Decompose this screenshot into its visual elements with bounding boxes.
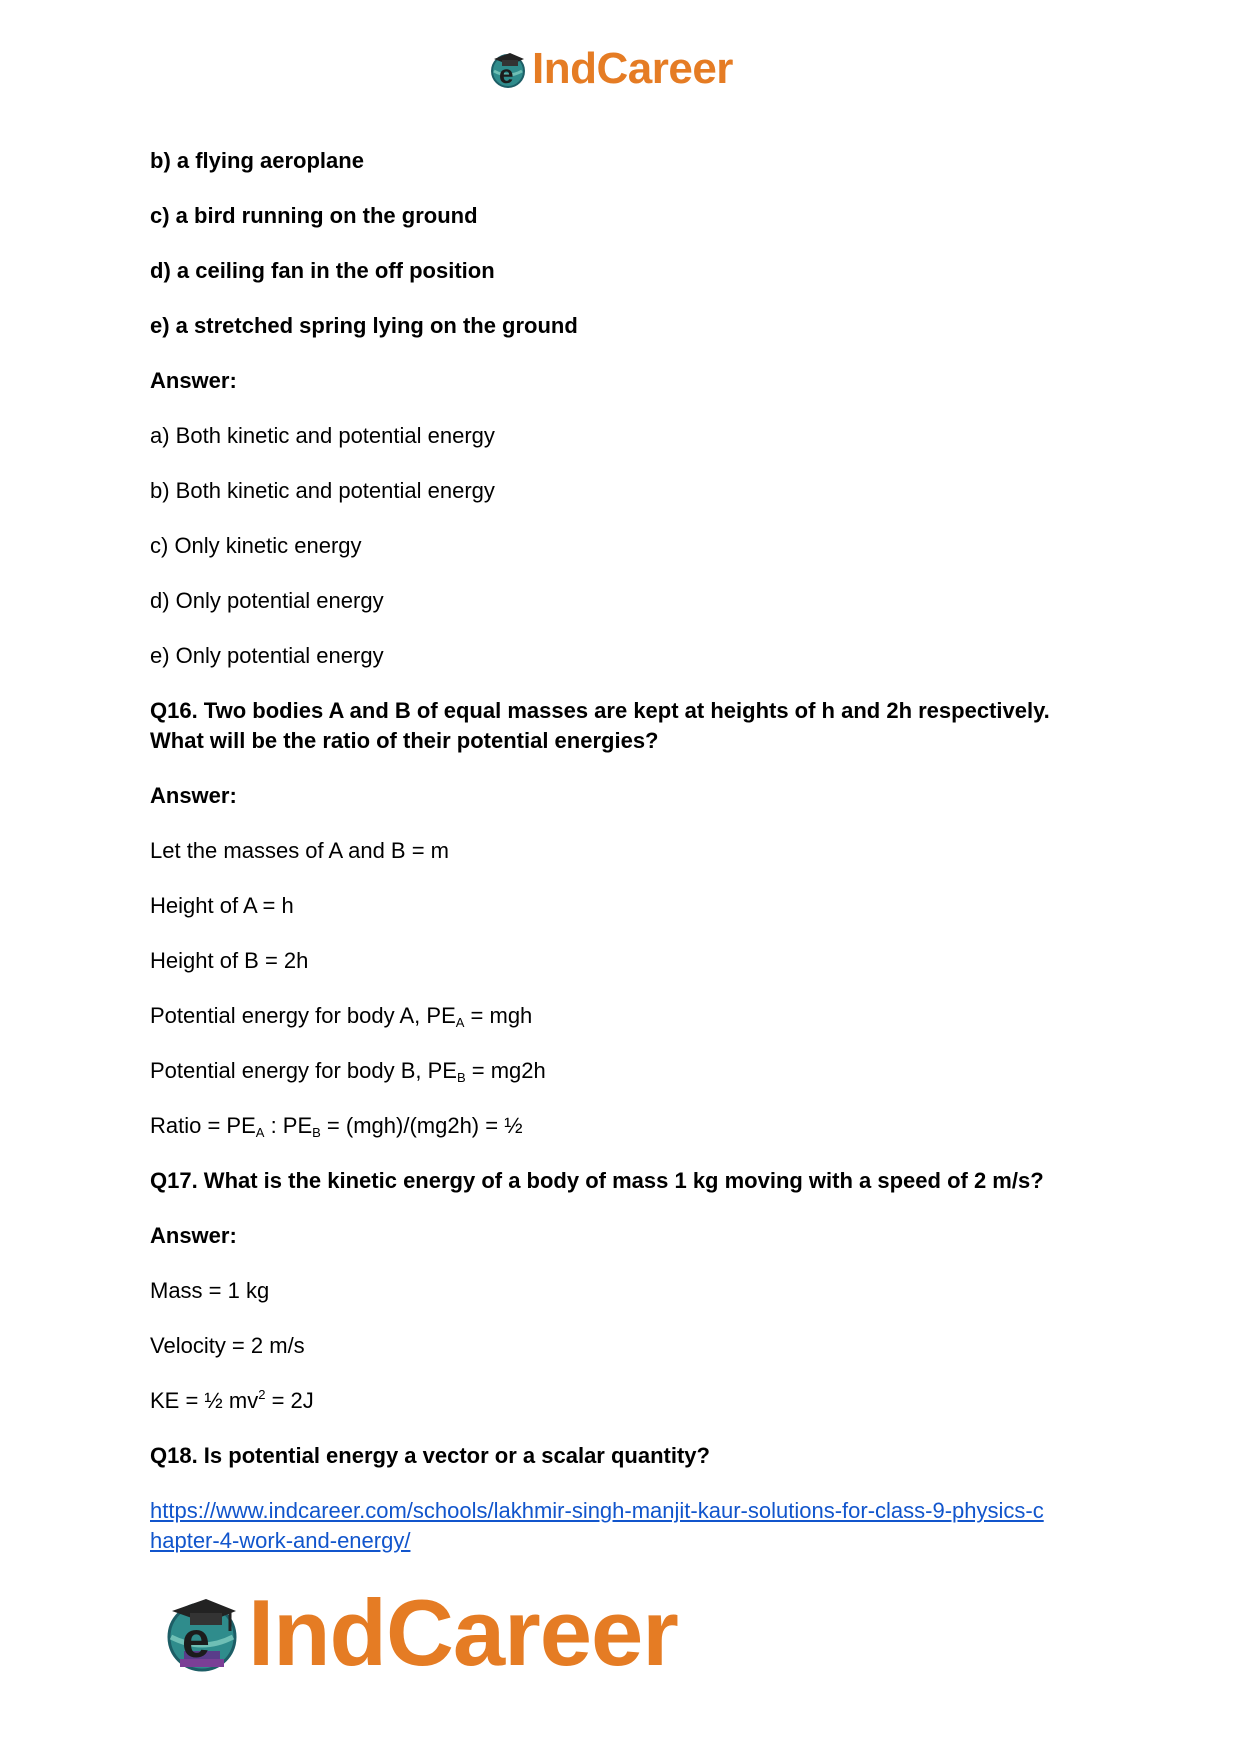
logo-wordmark: IndCareer xyxy=(532,44,733,93)
answer-label-q16: Answer: xyxy=(150,783,237,808)
ke-superscript: 2 xyxy=(258,1387,266,1402)
q15-answer-d: d) Only potential energy xyxy=(150,588,384,613)
globe-graduation-cap-icon xyxy=(488,49,528,89)
q15-option-e: e) a stretched spring lying on the ground xyxy=(150,313,578,338)
source-link-part2[interactable]: hapter-4-work-and-energy/ xyxy=(150,1528,411,1553)
source-url-line2[interactable] xyxy=(150,1526,410,1556)
q15-option-b: b) a flying aeroplane xyxy=(150,148,364,173)
pe-a-subscript: A xyxy=(455,1015,465,1030)
ratio-subscript-a: A xyxy=(255,1125,265,1140)
q16-answer-height-b: Height of B = 2h xyxy=(150,948,309,973)
svg-text:e: e xyxy=(182,1612,210,1668)
q16-answer-pe-b xyxy=(150,1056,546,1086)
q17-answer-velocity: Velocity = 2 m/s xyxy=(150,1333,305,1358)
pe-b-value: = mg2h xyxy=(465,1058,546,1083)
q16-answer-height-a: Height of A = h xyxy=(150,893,294,918)
q17-answer-mass: Mass = 1 kg xyxy=(150,1278,270,1303)
logo-wordmark: IndCareer xyxy=(248,1580,678,1685)
pe-a-text: Potential energy for body A, PE xyxy=(150,1003,456,1028)
ratio-text: Ratio = PE xyxy=(150,1113,256,1138)
globe-graduation-cap-icon xyxy=(162,1591,242,1675)
indcareer-logo-bottom xyxy=(162,1580,678,1685)
q15-answer-b: b) Both kinetic and potential energy xyxy=(150,478,495,503)
answer-label-q17: Answer: xyxy=(150,1223,237,1248)
svg-text:e: e xyxy=(499,59,514,89)
q17-question: Q17. What is the kinetic energy of a body of mass 1 kg moving with a speed of 2 m/s? xyxy=(150,1168,1044,1193)
q16-question-line2: What will be the ratio of their potential energies? xyxy=(150,728,659,753)
q16-question-line1: Q16. Two bodies A and B of equal masses are kept at heights of h and 2h respectively. xyxy=(150,698,1050,723)
q17-answer-ke xyxy=(150,1386,314,1416)
ke-text: KE = ½ mv xyxy=(150,1388,259,1413)
q15-option-c: c) a bird running on the ground xyxy=(150,203,478,228)
pe-a-value: = mgh xyxy=(464,1003,533,1028)
pe-b-text: Potential energy for body B, PE xyxy=(150,1058,457,1083)
ratio-value: = (mgh)/(mg2h) = ½ xyxy=(320,1113,523,1138)
pe-b-subscript: B xyxy=(456,1070,466,1085)
q15-answer-c: c) Only kinetic energy xyxy=(150,533,362,558)
q15-option-d: d) a ceiling fan in the off position xyxy=(150,258,495,283)
ratio-mid: : PE xyxy=(264,1113,313,1138)
answer-label-q15: Answer: xyxy=(150,368,237,393)
q18-question: Q18. Is potential energy a vector or a scalar quantity? xyxy=(150,1443,710,1468)
q16-answer-masses: Let the masses of A and B = m xyxy=(150,838,450,863)
source-link-part1[interactable]: https://www.indcareer.com/schools/lakhmir-singh-manjit-kaur-solutions-for-class-9-physics-c xyxy=(150,1498,1044,1523)
q15-answer-e: e) Only potential energy xyxy=(150,643,384,668)
q16-answer-ratio xyxy=(150,1111,523,1141)
indcareer-logo-top xyxy=(488,44,733,94)
q15-answer-a: a) Both kinetic and potential energy xyxy=(150,423,495,448)
q16-answer-pe-a xyxy=(150,1001,532,1031)
ke-value: = 2J xyxy=(265,1388,314,1413)
source-url-line1[interactable] xyxy=(150,1496,1044,1526)
ratio-subscript-b: B xyxy=(312,1125,321,1140)
